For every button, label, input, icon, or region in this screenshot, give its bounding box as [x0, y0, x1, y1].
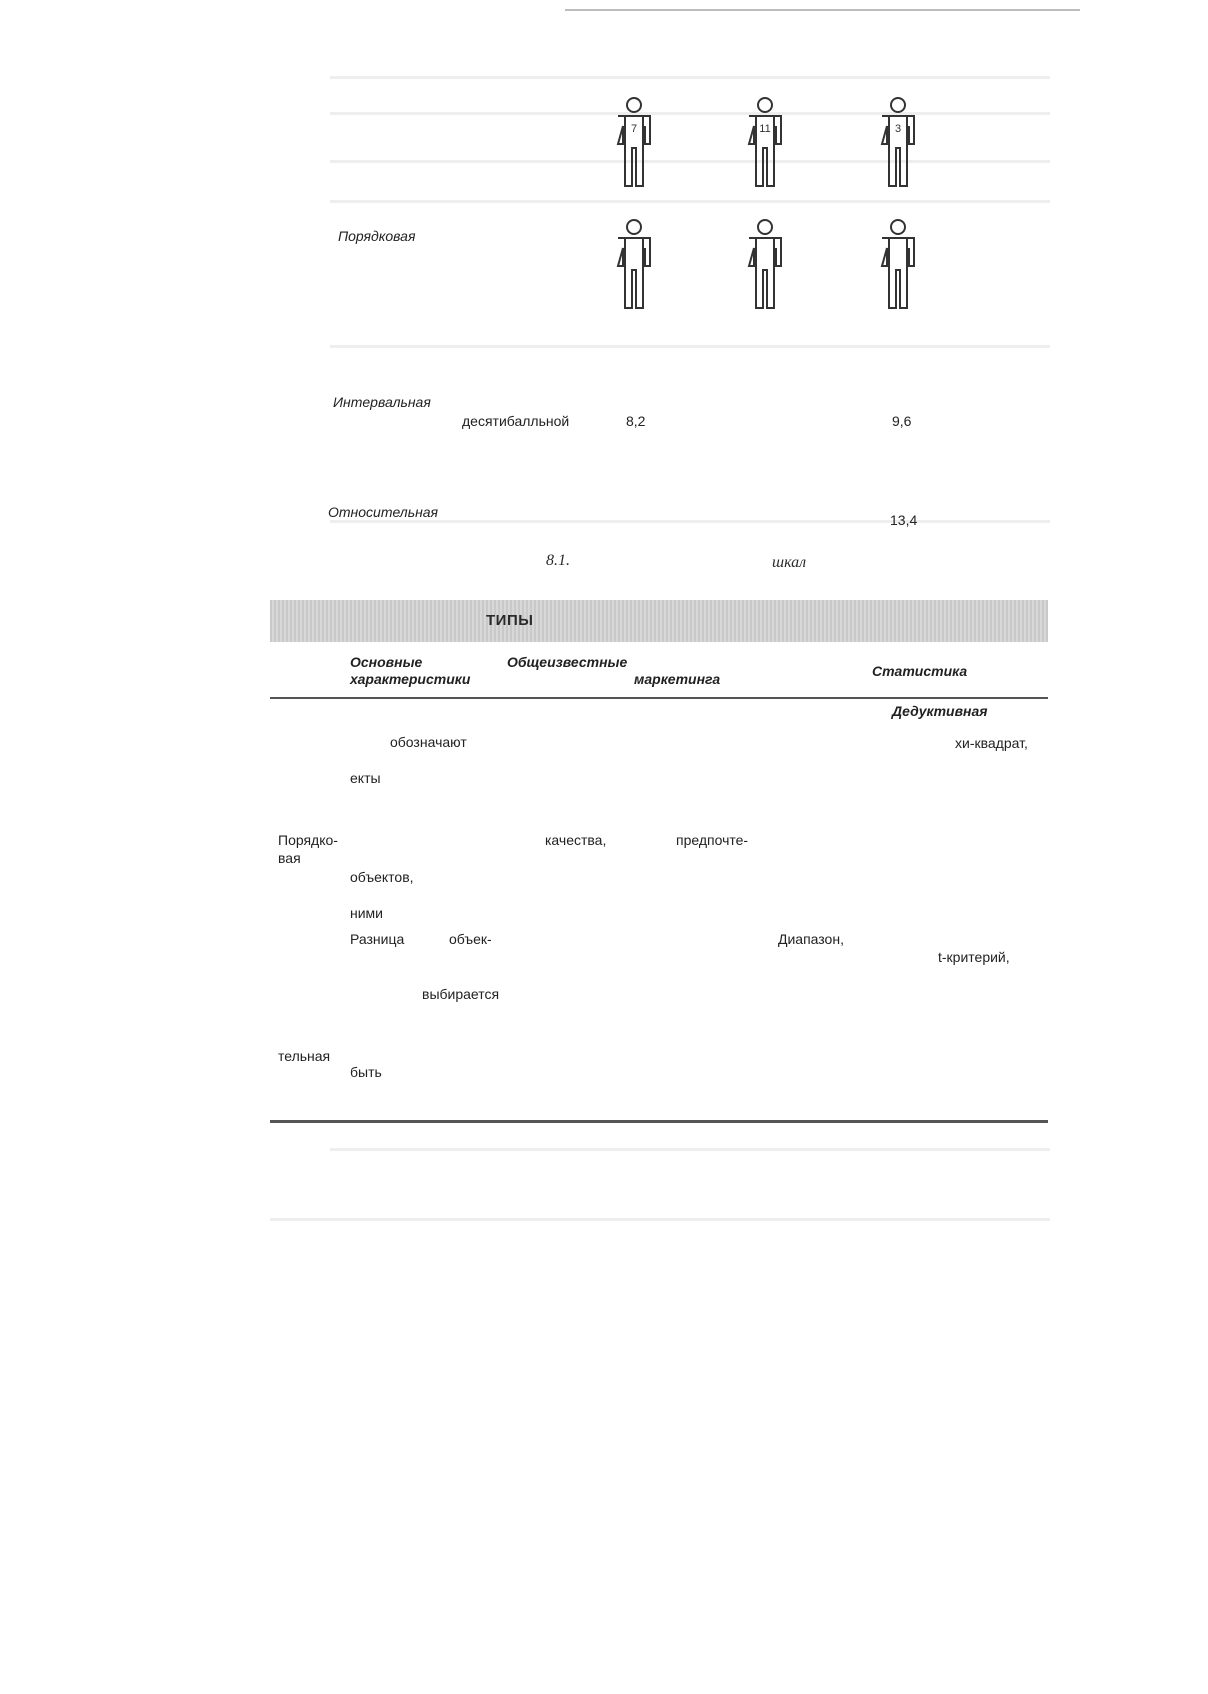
person-icon — [876, 96, 920, 192]
figure-label-ordinal: Порядковая — [338, 228, 416, 244]
page-top-rule — [565, 9, 1080, 11]
figure-value: 13,4 — [890, 512, 918, 528]
figure-label-interval: Интервальная — [333, 394, 431, 410]
cell-ratio-be: быть — [350, 1064, 382, 1080]
column-header-marketing: маркетинга — [634, 671, 721, 687]
scan-artifact — [330, 1148, 1050, 1151]
cell-ordinal-label-2: вая — [278, 850, 301, 866]
jersey-number: 3 — [894, 123, 902, 135]
cell-nominal-objects: екты — [350, 770, 381, 786]
column-header-well-known: Общеизвестные — [507, 654, 628, 670]
column-header-main-2: характеристики — [350, 671, 471, 687]
scan-artifact — [270, 1218, 1050, 1221]
cell-interval-range: Диапазон, — [778, 931, 844, 947]
scan-artifact — [330, 160, 1050, 163]
subheader-deductive: Дедуктивная — [892, 703, 988, 719]
column-header-statistics: Статистика — [872, 663, 968, 679]
column-header-main-1: Основные — [350, 654, 423, 670]
person-icon — [612, 96, 656, 192]
cell-interval-chosen: выбирается — [422, 986, 500, 1002]
cell-nominal-chi: хи-квадрат, — [955, 735, 1028, 751]
table-header-rule — [270, 697, 1048, 699]
cell-nominal-designate: обозначают — [390, 734, 467, 750]
cell-ordinal-them: ними — [350, 905, 383, 921]
scan-artifact — [330, 520, 1050, 523]
person-icon — [876, 218, 920, 314]
jersey-number: 7 — [630, 123, 638, 135]
cell-interval-obj: объек- — [449, 931, 492, 947]
table-title-bar — [270, 600, 1048, 642]
jersey-number: 11 — [759, 123, 771, 135]
figure-value: 8,2 — [626, 413, 646, 429]
cell-ordinal-pref: предпочте- — [676, 832, 749, 848]
figure-label-ratio: Относительная — [328, 504, 439, 520]
scan-artifact — [330, 112, 1050, 115]
cell-ordinal-objects: объектов, — [350, 869, 414, 885]
figure-scale-word: десятибалльной — [462, 413, 570, 429]
figure-value: 9,6 — [892, 413, 912, 429]
table-title: ТИПЫ — [486, 612, 534, 629]
scan-artifact — [330, 76, 1050, 79]
cell-ratio-label: тельная — [278, 1048, 331, 1064]
table-bottom-rule — [270, 1120, 1048, 1123]
cell-ordinal-label-1: Порядко- — [278, 832, 338, 848]
person-icon — [612, 218, 656, 314]
cell-interval-t: t-критерий, — [938, 949, 1010, 965]
cell-ordinal-quality: качества, — [545, 832, 607, 848]
person-icon — [743, 96, 787, 192]
figure-caption-word: шкал — [772, 554, 807, 571]
cell-interval-diff: Разница — [350, 931, 405, 947]
scan-artifact — [330, 200, 1050, 203]
person-icon — [743, 218, 787, 314]
figure-caption-number: 8.1. — [546, 552, 570, 569]
scan-artifact — [330, 345, 1050, 348]
